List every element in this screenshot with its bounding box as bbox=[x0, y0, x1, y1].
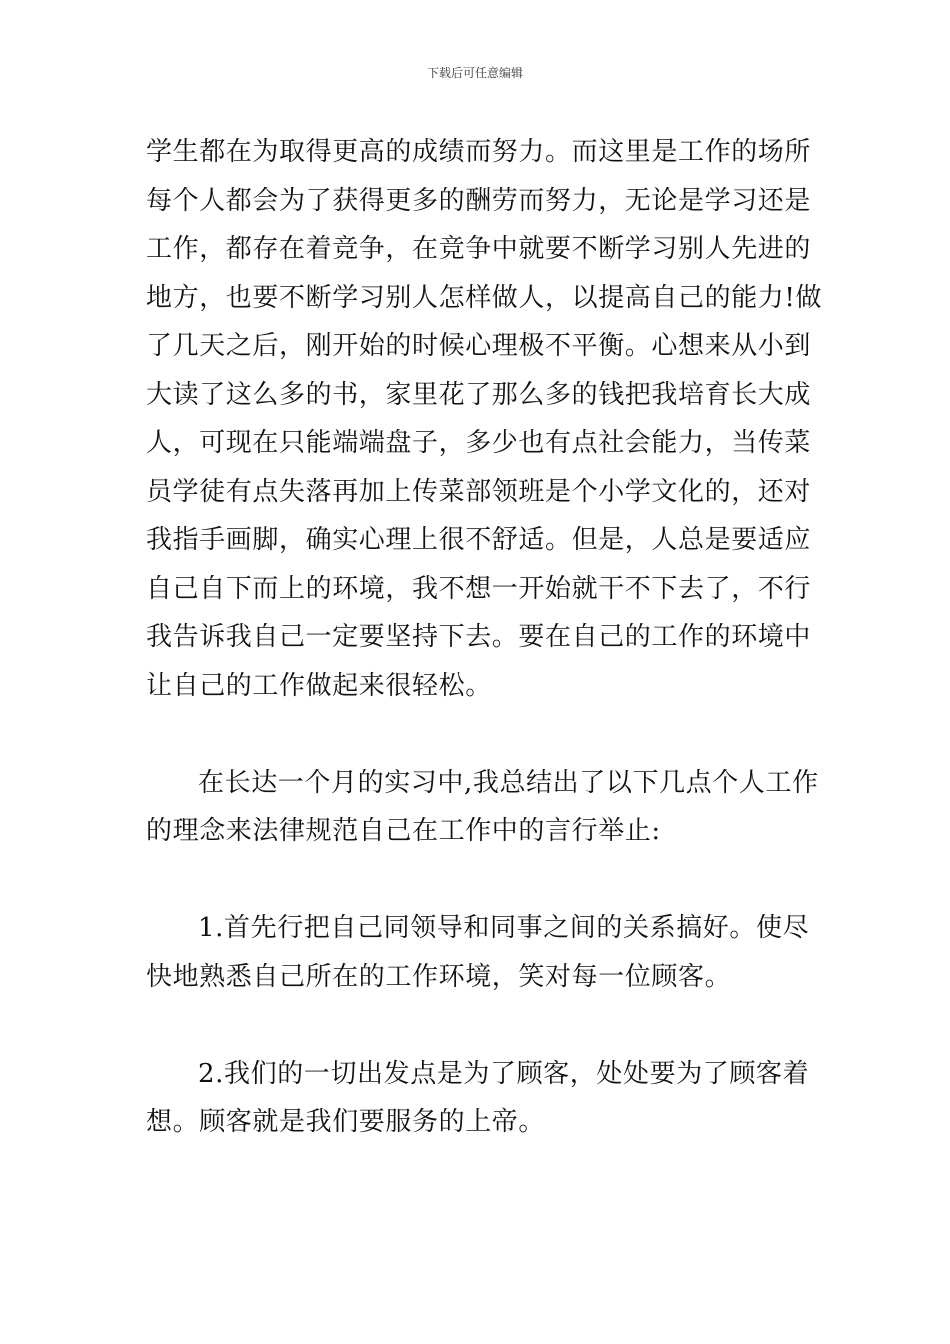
text-line: 工作，都存在着竞争，在竞争中就要不断学习别人先进的 bbox=[146, 234, 812, 264]
paragraph-gap bbox=[146, 1001, 810, 1050]
text-line: 想。顾客就是我们要服务的上帝。 bbox=[146, 1107, 546, 1137]
text-line: 每个人都会为了获得更多的酬劳而努力，无论是学习还是 bbox=[146, 185, 812, 216]
text-line: 我告诉我自己一定要坚持下去。要在自己的工作的环境中 bbox=[146, 622, 812, 652]
document-body bbox=[146, 128, 823, 1147]
text-line: 我指手画脚，确实心理上很不舒适。但是，人总是要适应 bbox=[146, 525, 812, 555]
text-line: 人，可现在只能端端盘子，多少也有点社会能力，当传菜 bbox=[146, 428, 812, 458]
text-line: 学生都在为取得更高的成绩而努力。而这里是工作的场所 bbox=[146, 137, 812, 167]
paragraph-gap bbox=[146, 710, 810, 759]
text-line: 员学徒有点失落再加上传菜部领班是个小学文化的，还对 bbox=[146, 476, 812, 507]
paragraph-gap bbox=[146, 856, 810, 905]
paragraph-continuation bbox=[146, 128, 823, 710]
text-line: 大读了这么多的书，家里花了那么多的钱把我培育长大成 bbox=[146, 379, 812, 410]
page-header: 下载后可任意编辑 bbox=[426, 66, 523, 80]
text-line: 地方，也要不断学习别人怎样做人，以提高自己的能力!做 bbox=[146, 282, 823, 313]
text-line: 了几天之后，刚开始的时候心理极不平衡。心想来从小到 bbox=[146, 331, 812, 361]
text-line: 在长达一个月的实习中,我总结出了以下几点个人工作 bbox=[198, 767, 819, 798]
text-line: 快地熟悉自己所在的工作环境，笑对每一位顾客。 bbox=[146, 961, 732, 992]
paragraph-item-2 bbox=[146, 1050, 810, 1147]
text-line: 自己自下而上的环境，我不想一开始就干不下去了，不行 bbox=[146, 573, 812, 604]
text-line: 1.首先行把自己同领导和同事之间的关系搞好。使尽 bbox=[198, 913, 810, 943]
text-line: 2.我们的一切出发点是为了顾客，处处要为了顾客着 bbox=[198, 1058, 810, 1089]
text-line: 的理念来法律规范自己在工作中的言行举止: bbox=[146, 816, 661, 846]
paragraph-summary-intro bbox=[146, 759, 819, 856]
text-line: 让自己的工作做起来很轻松。 bbox=[146, 670, 492, 701]
paragraph-item-1 bbox=[146, 904, 810, 1001]
